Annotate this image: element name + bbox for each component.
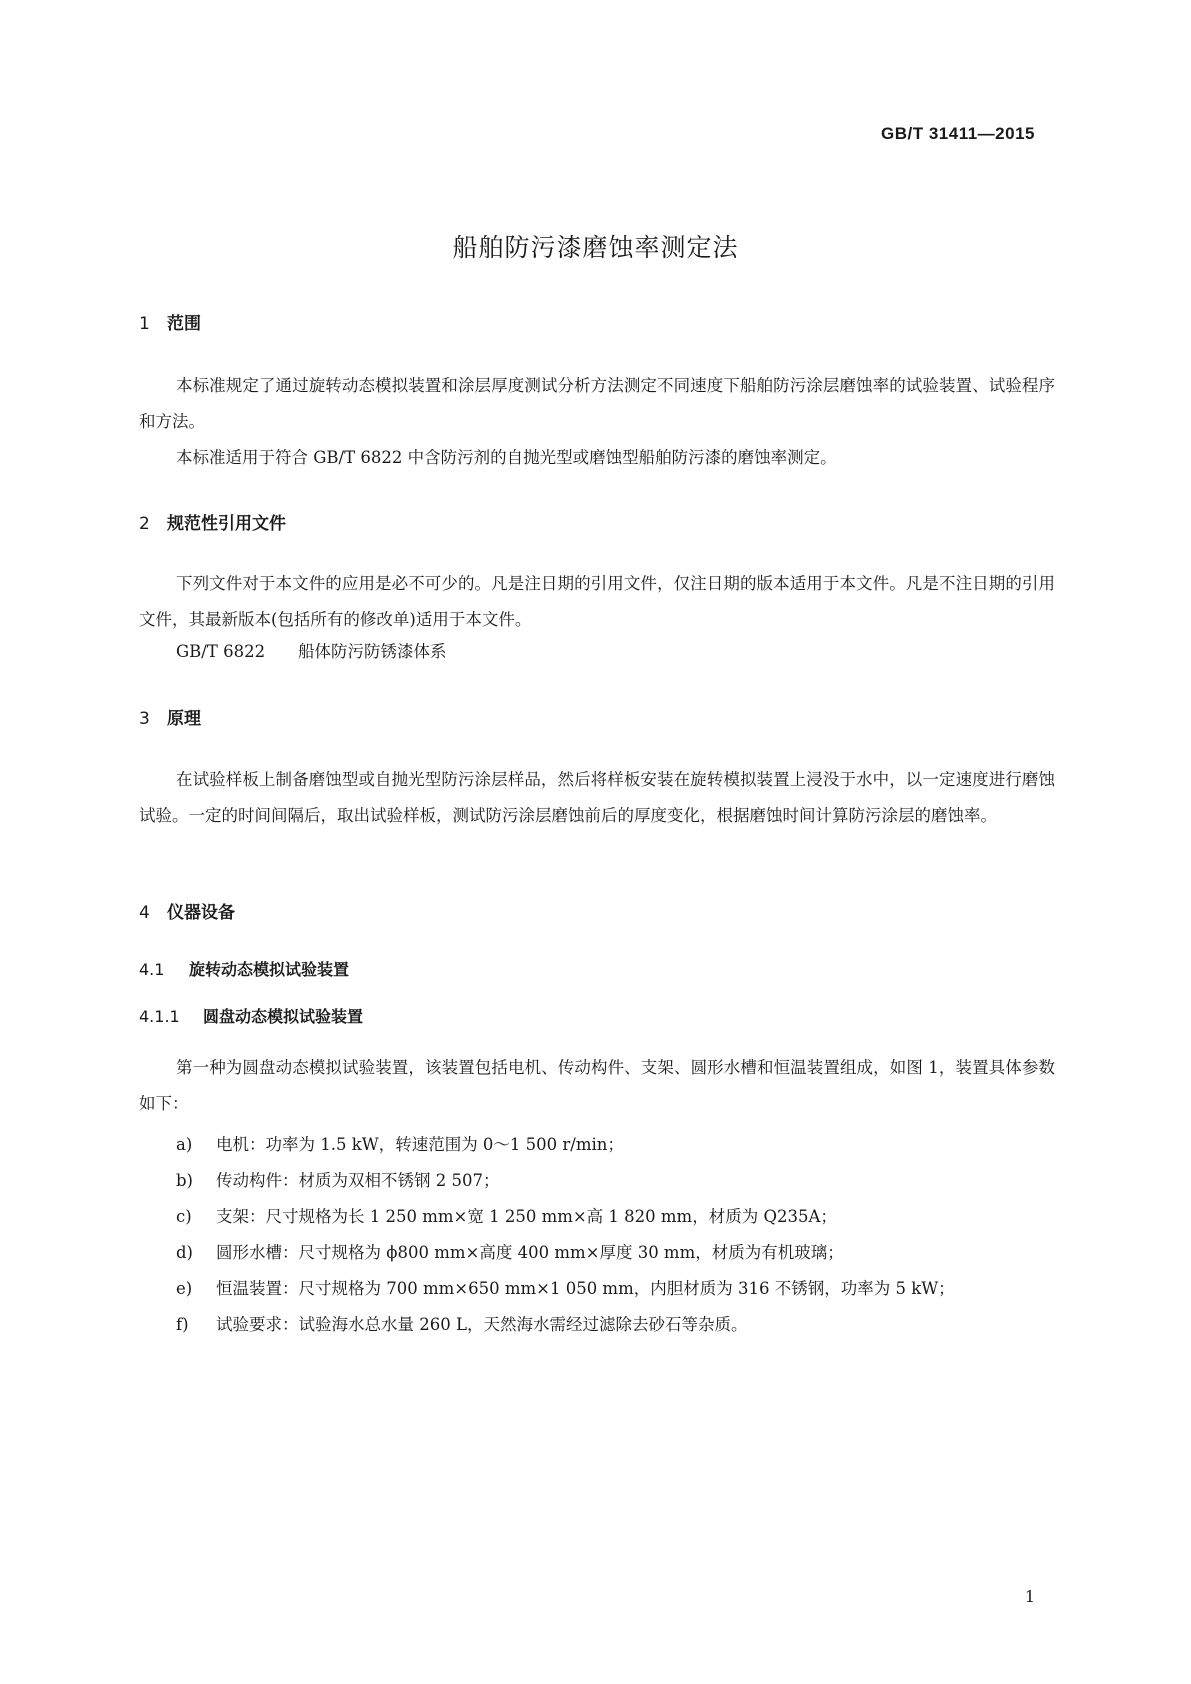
list-item [176, 1239, 844, 1263]
section-number: 3 [139, 709, 150, 729]
section-1-paragraph-1: 本标准规定了通过旋转动态模拟装置和涂层厚度测试分析方法测定不同速度下船舶防污涂层磨蚀率的试验装置、试验程序和方法。 [139, 376, 1055, 431]
section-4-heading [139, 898, 235, 923]
document-title: 船舶防污漆磨蚀率测定法 [452, 233, 739, 262]
section-title: 旋转动态模拟试验装置 [189, 960, 350, 979]
section-number: 2 [139, 514, 150, 534]
reference-code: GB/T 6822 [176, 642, 266, 661]
page-number: 1 [1024, 1587, 1035, 1606]
section-number: 4 [139, 903, 150, 923]
list-marker: f) [176, 1315, 189, 1334]
list-marker: b) [176, 1171, 193, 1190]
list-item-text: 电机：功率为 1.5 kW，转速范围为 0～1 500 r/min； [216, 1135, 624, 1154]
list-item-text: 恒温装置：尺寸规格为 700 mm×650 mm×1 050 mm，内胆材质为 316 不锈钢，功率为 5 kW； [216, 1279, 955, 1298]
list-item-text: 圆形水槽：尺寸规格为 ϕ800 mm×高度 400 mm×厚度 30 mm，材质为有机玻璃； [216, 1243, 844, 1262]
list-item-text: 传动构件：材质为双相不锈钢 2 507； [216, 1171, 500, 1190]
section-1-paragraph-2: 本标准适用于符合 GB/T 6822 中含防污剂的自抛光型或磨蚀型船舶防污漆的磨蚀率测定。 [176, 448, 837, 467]
section-number: 4.1 [139, 960, 165, 979]
normative-reference [176, 638, 447, 662]
section-number: 1 [139, 314, 150, 334]
list-item-text: 试验要求：试验海水总水量 260 L，天然海水需经过滤除去砂石等杂质。 [216, 1315, 748, 1334]
section-title: 规范性引用文件 [167, 514, 286, 534]
list-item [176, 1311, 747, 1335]
section-1-heading [139, 309, 201, 334]
list-item [176, 1203, 837, 1227]
section-title: 原理 [167, 709, 201, 729]
section-3-heading [139, 704, 201, 729]
list-marker: c) [176, 1207, 192, 1226]
section-3-paragraph-1: 在试验样板上制备磨蚀型或自抛光型防污涂层样品，然后将样板安装在旋转模拟装置上浸没于水中，以一定速度进行磨蚀试验。一定的时间间隔后，取出试验样板，测试防污涂层磨蚀前后的厚度变化，根据磨蚀时间计算防污涂层的磨蚀率。 [139, 770, 1055, 825]
section-title: 圆盘动态模拟试验装置 [203, 1007, 364, 1026]
section-2-paragraph-1: 下列文件对于本文件的应用是必不可少的。凡是注日期的引用文件，仅注日期的版本适用于本文件。凡是不注日期的引用文件，其最新版本(包括所有的修改单)适用于本文件。 [139, 574, 1055, 629]
section-2-heading [139, 509, 286, 534]
standard-code: GB/T 31411—2015 [881, 124, 1035, 143]
list-item [176, 1167, 499, 1191]
section-4-1-heading [139, 957, 349, 980]
list-item-text: 支架：尺寸规格为长 1 250 mm×宽 1 250 mm×高 1 820 mm，材质为 Q235A； [216, 1207, 837, 1226]
section-4-1-1-paragraph-1: 第一种为圆盘动态模拟试验装置，该装置包括电机、传动构件、支架、圆形水槽和恒温装置组成，如图 1，装置具体参数如下： [139, 1058, 1055, 1113]
section-title: 仪器设备 [167, 903, 235, 923]
list-item [176, 1275, 955, 1299]
list-marker: a) [176, 1135, 193, 1154]
section-4-1-1-heading [139, 1004, 363, 1027]
list-item [176, 1131, 624, 1155]
reference-title: 船体防污防锈漆体系 [298, 642, 447, 661]
section-number: 4.1.1 [139, 1007, 180, 1026]
section-title: 范围 [167, 314, 201, 334]
list-marker: e) [176, 1279, 193, 1298]
list-marker: d) [176, 1243, 193, 1262]
